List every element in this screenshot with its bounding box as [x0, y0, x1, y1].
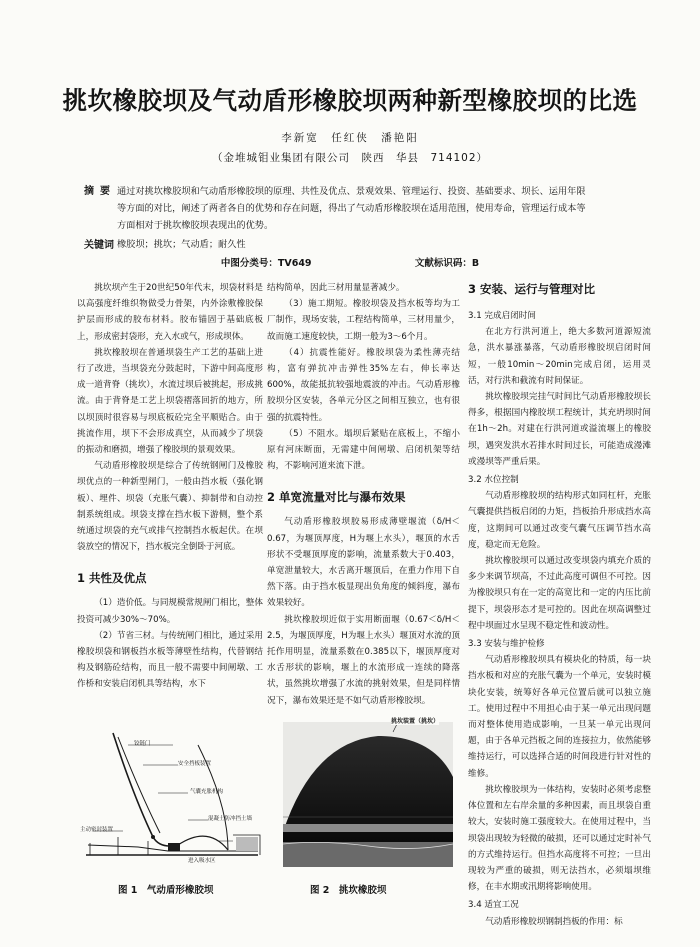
figure-1-caption: 图 1 气动盾形橡胶坝	[118, 885, 214, 896]
paragraph: （3）施工期短。橡胶坝袋及挡水板等均为工厂制作，现场安装，工程结构简单，三材用量少，故而施工速度较快，工期一般为3～6个月。	[267, 299, 460, 342]
authors: 李新宽 任红侠 潘艳阳	[281, 132, 419, 144]
figure-1-label: 气囊充胀机构	[190, 789, 224, 795]
keywords-label: 关键词	[84, 240, 114, 251]
abstract	[84, 183, 592, 234]
abstract-label: 摘要	[84, 186, 116, 197]
paragraph: 气动盾形橡胶坝钢制挡板的作用：标	[485, 916, 623, 927]
section-2-heading: 2 单宽流量对比与瀑布效果	[267, 490, 406, 505]
paragraph: 气动盾形橡胶坝是综合了传统钢闸门及橡胶坝优点的一种新型闸门，一般由挡水板（强化钢板）、埋件、坝袋（充胀气囊）、抑制带和自动控制系统组成。坝袋支撑在挡水板下游侧，整个系统通过坝袋的充气或排气控制挡水板起伏。在坝袋放空的情况下，挡水板完全倒卧于河底。	[77, 461, 263, 553]
subsection-heading: 3.2 水位控制	[468, 475, 519, 486]
figure-1	[78, 715, 266, 865]
column-2	[267, 280, 460, 709]
paragraph: 挑坎橡胶坝近似于实用断面堰（0.67＜δ/H＜2.5，为堰顶厚度，H为堰上水头）堰顶对水流的顶托作用明显，流量系数在0.385以下，堰顶厚度对水舌形状的影响，堰上的水流形成一连续的降落状，虽然挑坎增强了水流的挑射效果，但是同样情况下，瀑布效果还是不如气动盾形橡胶坝。	[267, 614, 460, 706]
classification-number: 中图分类号：TV649	[220, 258, 312, 269]
subsection-heading: 3.1 完成启闭时间	[468, 311, 536, 321]
column-3	[468, 280, 651, 930]
document-code: 文献标识码：B	[414, 258, 480, 269]
figure-2	[283, 718, 453, 867]
paragraph: 气动盾形橡胶坝胶易形成薄壁堰流（δ/H＜0.67，为堰顶厚度，H为堰上水头），堰顶的水舌形状不受堰顶厚度的影响，流量系数大于0.403，单宽泄量较大，水舌离开堰顶后，在重力作用下自然下落。由于挡水板显现出负角度的倾斜度，瀑布效果较好。	[267, 517, 460, 609]
affiliation: （金堆城钼业集团有限公司 陕西 华县 714102）	[211, 152, 489, 164]
paragraph: （2）节省三材。与传统闸门相比，通过采用橡胶坝袋和钢板挡水板等薄壁性结构，代替钢结构及钢筋砼结构，而且一般不需要中间闸墩、工作桥和安装启闭机具等结构，水下	[77, 630, 263, 690]
keywords-text: 橡胶坝；挑坎；气动盾；耐久性	[117, 239, 246, 250]
paragraph: 挑坎橡胶坝在普通坝袋生产工艺的基础上进行了改进，当坝袋充分鼓起时，下游中间高度形成一道背脊（挑坎），水流过坝后被挑起，形成挑流。由于背脊是工艺上坝袋褶落回折的地方，所以坝顶时很容易与坝底板砼完全平顺贴合。由于挑流作用，坝下不会形成真空，从而减少了坝袋的振动和磨损，增强了橡胶坝的景观效果。	[77, 347, 263, 456]
paragraph: 挑坎橡胶坝可以通过改变坝袋内填充介质的多少来调节坝高，不过此高度可调但不可控。因为橡胶坝只有在一定的高宽比和一定的内压比前提下，坝袋形态才是可控的。因此在坝高调整过程中坝面过水呈现不稳定性和波动性。	[468, 556, 651, 631]
section-1-heading: 1 共性及优点	[77, 571, 147, 586]
figure-1-label: 进入吸水区	[188, 858, 216, 864]
paragraph: 挑坎坝产生于20世纪50年代末，坝袋材料是以高强度纤维织物做受力骨架，内外涂敷橡胶保护层而形成的胶布材料。胶布锚固于基础底板上，形成密封袋形，充入水或气，形成坝体。	[77, 283, 263, 342]
paragraph: （4）抗震性能好。橡胶坝袋为柔性薄壳结构，富有弹抗冲击弹性35%左右，伸长率达600%，故能抵抗较强地震波的冲击。气动盾形橡胶坝分区安装，各单元分区之间相互独立，也有很强的抗震特性。	[267, 347, 460, 423]
figure-2-caption: 图 2 挑坎橡胶坝	[310, 885, 387, 896]
figure-1-label: 安全挡板装置	[178, 761, 212, 767]
figure-1-diagram	[78, 715, 266, 865]
abstract-text: 通过对挑坎橡胶坝和气动盾形橡胶坝的原理、共性及优点、景观效果、管理运行、投资、基础要求、坝长、运用年限等方面的对比，阐述了两者各自的优势和存在问题，得出了气动盾形橡胶坝在适用范围，使用寿命，管理运行成本等方面相对于挑坎橡胶坝表现出的优势。	[117, 186, 586, 231]
classification-line	[0, 255, 700, 269]
column-1	[77, 280, 263, 693]
paragraph: （1）造价低。与同规模常规闸门相比，整体投资可减少30%～70%。	[77, 598, 263, 625]
section-3-heading: 3 安装、运行与管理对比	[468, 282, 596, 296]
paragraph: 结构简单，因此三材用量显著减少。	[267, 283, 405, 293]
figure-1-label: 主动密封装置	[80, 827, 114, 833]
paragraph: 气动盾形橡胶坝具有模块化的特质，每一块挡水板和对应的充胀气囊为一个单元，安装时模块化安装，统筹好各单元位置后就可以独立施工。使用过程中不用担心由于某一单元出现问题而对整体使用造成影响，一旦某一单元出现问题，由于各单元挡板之间的连接拉力，依然能够维持运行，可以选择合适的时间段进行针对性的维修。	[468, 655, 651, 779]
paper-title: 挑坎橡胶坝及气动盾形橡胶坝两种新型橡胶坝的比选	[62, 86, 638, 115]
paragraph: 气动盾形橡胶坝的结构形式如同杠杆，充胀气囊提供挡板启闭的力矩，挡板抬升形成挡水高度，这期间可以通过改变气囊气压调节挡水高度，稳定而无危险。	[468, 491, 651, 550]
paragraph: 挑坎橡胶坝为一体结构，安装时必须考虑整体位置和左右岸余量的多种因素，而且坝袋自重较大，安装时施工强度较大。在使用过程中，当坝袋出现较为轻微的破损，还可以通过定时补气的方式维持运行。但挡水高度将不可控；一旦出现较为严重的破损，则无法挡水，必须塌坝维修，在丰水期或汛期将影响使用。	[468, 784, 651, 893]
figure-1-label: 铰链门	[134, 741, 151, 747]
subsection-heading: 3.4 适宜工况	[468, 900, 519, 911]
paragraph: 在北方行洪河道上，绝大多数河道源短流急，洪水暴涨暴落，气动盾形橡胶坝启闭时间短，一般10min～20min完成启闭，运用灵活，对行洪和截流有时间保证。	[468, 327, 651, 386]
figure-2-diagram	[283, 722, 453, 867]
paragraph: （5）不阻水。塌坝后紧贴在底板上，不缩小原有河床断面，无需建中间闸墩、启闭机架等结构，不影响河道来流下泄。	[267, 428, 460, 472]
subsection-heading: 3.3 安装与维护检修	[468, 639, 545, 650]
paragraph: 挑坎橡胶坝完挂气时间比气动盾形橡胶坝长得多，根据国内橡胶坝工程统计，其充坍坝时间在1h～2h。对建在行洪河道或溢流堰上的橡胶坝，遇突发洪水若排水时间过长，可能造成漫滩或漫坝等严重后果。	[468, 392, 651, 467]
figure-1-label: 混凝土防冲挡土墙	[208, 816, 253, 822]
figure-2-label: 挑坎装置（挑坎）	[391, 718, 440, 725]
keywords	[84, 236, 592, 251]
